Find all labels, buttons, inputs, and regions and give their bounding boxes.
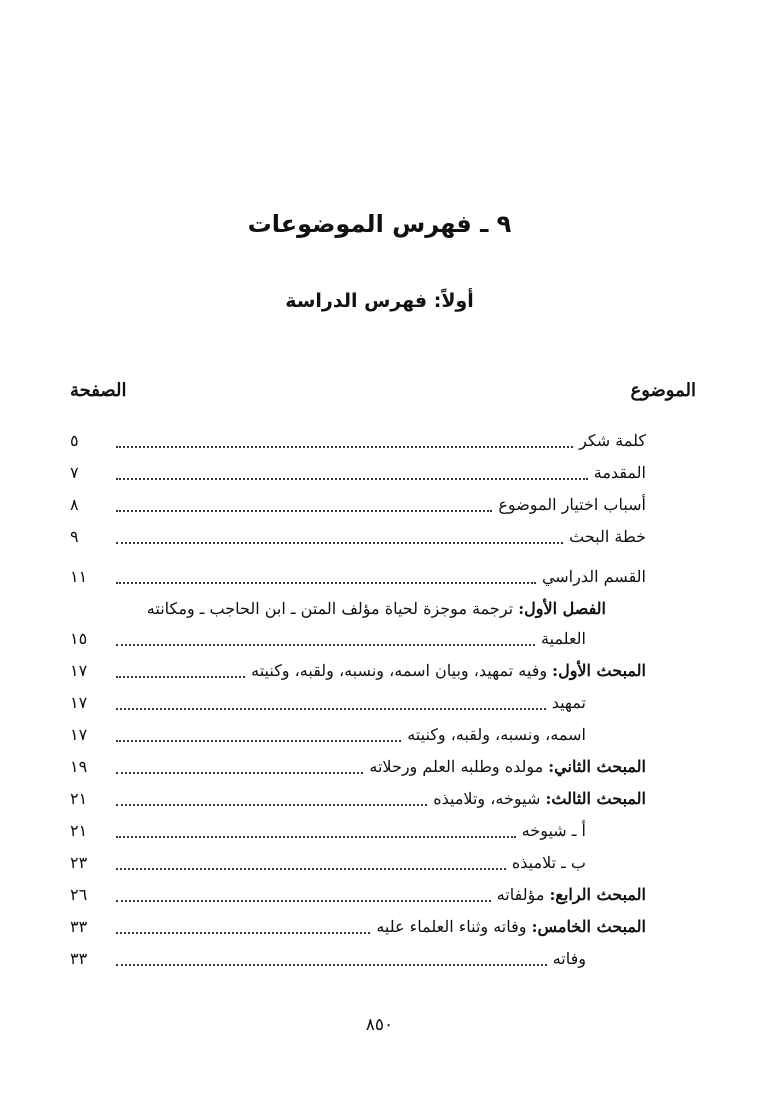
toc-entry-bold-prefix: المبحث الأول: — [552, 661, 646, 680]
toc-entry-text: شيوخه، وتلاميذه — [433, 789, 546, 808]
page-column-header: الصفحة — [70, 380, 127, 401]
toc-entry-label: العلمية — [541, 629, 586, 648]
toc-entry-label — [369, 751, 646, 783]
toc-entry — [70, 457, 646, 489]
column-headers — [70, 380, 696, 408]
dot-leader — [116, 582, 536, 584]
dot-leader — [116, 446, 573, 448]
toc-entry-page: ١٧ — [70, 661, 88, 680]
toc-entry — [70, 655, 646, 687]
table-of-contents — [70, 425, 646, 975]
toc-entry-label: خطة البحث — [569, 527, 646, 546]
toc-entry-page: ١٩ — [70, 757, 88, 776]
toc-entry-label: أ ـ شيوخه — [521, 821, 586, 840]
toc-entry — [70, 847, 646, 879]
dot-leader — [116, 708, 546, 710]
toc-entry-bold-prefix: المبحث الثاني: — [548, 757, 646, 776]
toc-entry-text: ترجمة موجزة لحياة مؤلف المتن ـ ابن الحاجب ـ ومكانته — [146, 599, 519, 618]
toc-chapter-heading — [70, 593, 646, 625]
toc-entry — [70, 489, 646, 521]
dot-leader — [116, 804, 427, 806]
toc-entry-label: أسباب اختيار الموضوع — [498, 495, 646, 514]
dot-leader — [116, 868, 506, 870]
page-number: ٨٥٠ — [365, 1015, 394, 1035]
toc-entry-label — [497, 879, 646, 911]
toc-entry — [70, 783, 646, 815]
toc-entry-text: وفاته وثناء العلماء عليه — [376, 917, 532, 936]
section-subtitle: أولاً: فهرس الدراسة — [285, 290, 474, 312]
toc-entry-label — [147, 593, 646, 625]
toc-entry-page: ٩ — [70, 527, 79, 546]
toc-entry-page: ١٧ — [70, 693, 88, 712]
toc-entry — [70, 687, 646, 719]
dot-leader — [116, 478, 588, 480]
toc-entry-text: وفيه تمهيد، وبيان اسمه، ونسبه، ولقبه، وكنيته — [251, 661, 553, 680]
toc-entry-page: ٥ — [70, 431, 79, 450]
toc-entry-page: ١١ — [70, 567, 88, 586]
toc-entry-label — [251, 655, 646, 687]
toc-entry-label: وفاته — [552, 949, 586, 968]
toc-entry — [70, 751, 646, 783]
toc-entry-text: مؤلفاته — [496, 885, 550, 904]
topic-column-header: الموضوع — [630, 380, 696, 401]
dot-leader — [116, 510, 492, 512]
dot-leader — [116, 900, 491, 902]
toc-entry-page: ٢٦ — [70, 885, 88, 904]
toc-entry-label: القسم الدراسي — [541, 567, 646, 586]
dot-leader — [116, 740, 401, 742]
page-title: ٩ ـ فهرس الموضوعات — [247, 210, 512, 238]
toc-entry-bold-prefix: المبحث الرابع: — [549, 885, 646, 904]
toc-entry-bold-prefix: المبحث الثالث: — [545, 789, 646, 808]
dot-leader — [116, 542, 563, 544]
toc-entry — [70, 943, 646, 975]
dot-leader — [116, 772, 363, 774]
dot-leader — [116, 964, 547, 966]
toc-entry-page: ٢١ — [70, 821, 88, 840]
dot-leader — [116, 644, 535, 646]
toc-entry-text: مولده وطلبه العلم ورحلاته — [369, 757, 549, 776]
toc-entry-page: ٣٣ — [70, 917, 88, 936]
toc-entry-label: ب ـ تلاميذه — [511, 853, 586, 872]
toc-entry-page: ٣٣ — [70, 949, 88, 968]
dot-leader — [116, 932, 370, 934]
toc-entry-label — [376, 911, 646, 943]
toc-entry-page: ٢٣ — [70, 853, 88, 872]
dot-leader — [116, 836, 516, 838]
toc-entry — [70, 561, 646, 593]
toc-entry-page: ١٧ — [70, 725, 88, 744]
toc-entry-page: ٧ — [70, 463, 79, 482]
toc-entry — [70, 719, 646, 751]
toc-entry — [70, 911, 646, 943]
toc-entry-label — [433, 783, 646, 815]
toc-entry-label: المقدمة — [593, 463, 646, 482]
toc-entry — [70, 521, 646, 553]
toc-entry-bold-prefix: المبحث الخامس: — [531, 917, 646, 936]
toc-entry-page: ٨ — [70, 495, 79, 514]
toc-entry-page: ٢١ — [70, 789, 88, 808]
toc-entry-label: كلمة شكر — [579, 431, 646, 450]
toc-entry — [70, 815, 646, 847]
dot-leader — [116, 676, 245, 678]
toc-entry-page: ١٥ — [70, 629, 88, 648]
toc-entry — [70, 425, 646, 457]
toc-entry-label: تمهيد — [551, 693, 586, 712]
toc-entry — [70, 623, 646, 655]
toc-entry — [70, 879, 646, 911]
toc-entry-bold-prefix: الفصل الأول: — [518, 599, 606, 618]
toc-entry-label: اسمه، ونسبه، ولقبه، وكنيته — [407, 725, 586, 744]
